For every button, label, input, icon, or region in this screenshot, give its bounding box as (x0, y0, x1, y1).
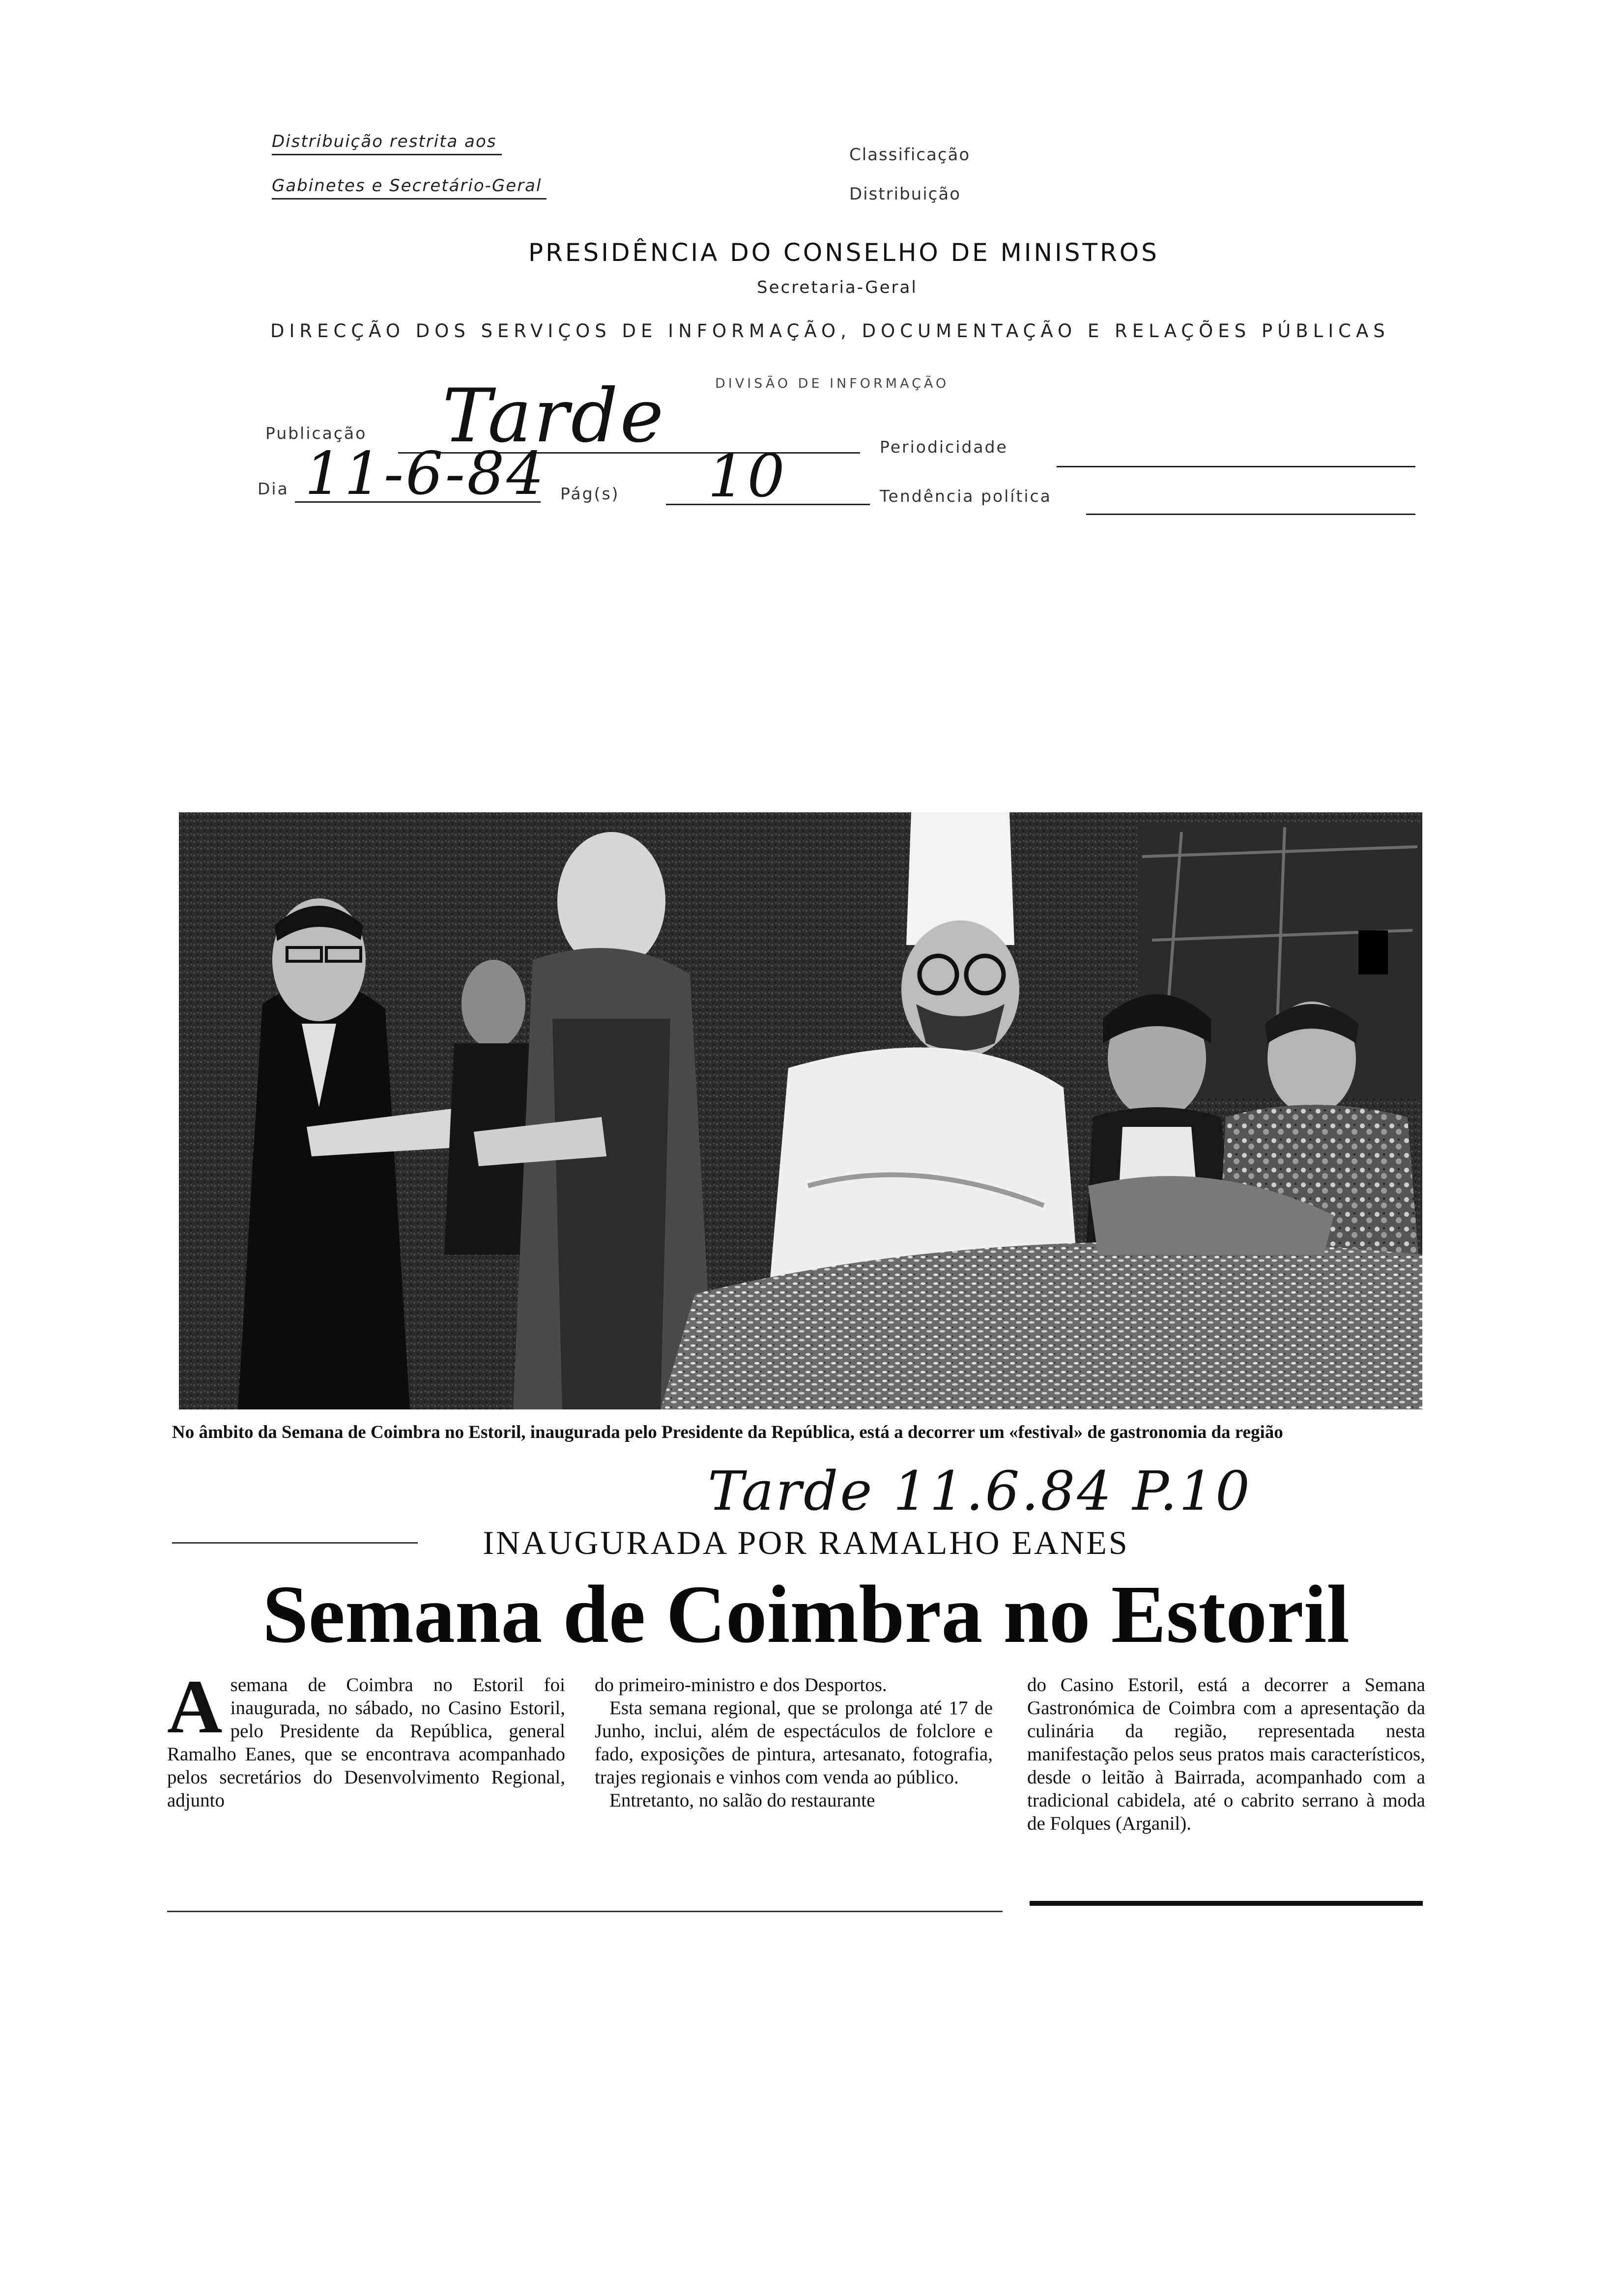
secretariat-subtitle: Secretaria-Geral (757, 278, 918, 297)
periodicity-label: Periodicidade (880, 437, 1008, 457)
bottom-rule-left (167, 1911, 1003, 1912)
directorate-line: DIRECÇÃO DOS SERVIÇOS DE INFORMAÇÃO, DOCUMENTAÇÃO E RELAÇÕES PÚBLICAS (270, 320, 1390, 342)
column-3-text: do Casino Estoril, está a decorrer a Semana Gastronómica de Coimbra com a apresentação da culinária da região, representada nesta manifestação pelos seus pratos mais característicos, desde o leitão à Bairrada, acompanhado com a tradicional cabidela, até o cabrito serrano à moda de Folques (Arganil). (1027, 1674, 1425, 1834)
column-2-paragraph-1: do primeiro-ministro e dos Desportos. (595, 1674, 887, 1695)
periodicity-line (1057, 466, 1415, 467)
classification-label: Classificação (849, 145, 971, 165)
article-column-1 (167, 1664, 565, 1812)
bottom-rule-right (1030, 1901, 1423, 1906)
article-column-2 (595, 1673, 993, 1812)
day-label: Dia (258, 479, 289, 498)
day-handwritten: 11-6-84 (305, 440, 546, 508)
tendency-label: Tendência política (880, 487, 1052, 506)
restricted-distribution-line1: Distribuição restrita aos (272, 132, 497, 151)
distribution-label: Distribuição (849, 184, 961, 204)
column-1-text: semana de Coimbra no Estoril foi inaugurada, no sábado, no Casino Estoril, pelo Presidente da República, general Ramalho Eanes, que se encontrava acompanhado pelos secretários do Desenvolvimento Regional, adjunto (167, 1674, 565, 1811)
column-2-paragraph-2: Esta semana regional, que se prolonga até 17 de Junho, inclui, além de espectáculos de folclore e fado, exposições de pintura, artesanato, fotografia, trajes regionais e vinhos com venda ao público. (595, 1697, 993, 1788)
drop-cap: A (167, 1664, 223, 1749)
presidency-title: PRESIDÊNCIA DO CONSELHO DE MINISTROS (528, 238, 1159, 267)
restricted-distribution-line2: Gabinetes e Secretário-Geral (272, 176, 542, 196)
news-photo (179, 812, 1422, 1409)
article-kicker: INAUGURADA POR RAMALHO EANES (483, 1524, 1129, 1561)
publication-handwritten: Tarde (442, 373, 666, 459)
photo-caption: No âmbito da Semana de Coimbra no Estoril, inaugurada pelo Presidente da República, está a decorrer um «festival» de gastronomia da região (172, 1422, 1283, 1442)
handwritten-source-note: Tarde 11.6.84 P.10 (708, 1460, 1252, 1522)
pages-handwritten: 10 (708, 442, 787, 511)
pages-label: Pág(s) (560, 484, 620, 503)
article-headline: Semana de Coimbra no Estoril (262, 1569, 1350, 1660)
article-column-3 (1027, 1673, 1425, 1835)
publication-label: Publicação (265, 424, 367, 443)
column-2-paragraph-3: Entretanto, no salão do restaurante (609, 1790, 875, 1811)
tendency-line (1086, 514, 1415, 515)
division-line: DIVISÃO DE INFORMAÇÃO (715, 376, 950, 391)
